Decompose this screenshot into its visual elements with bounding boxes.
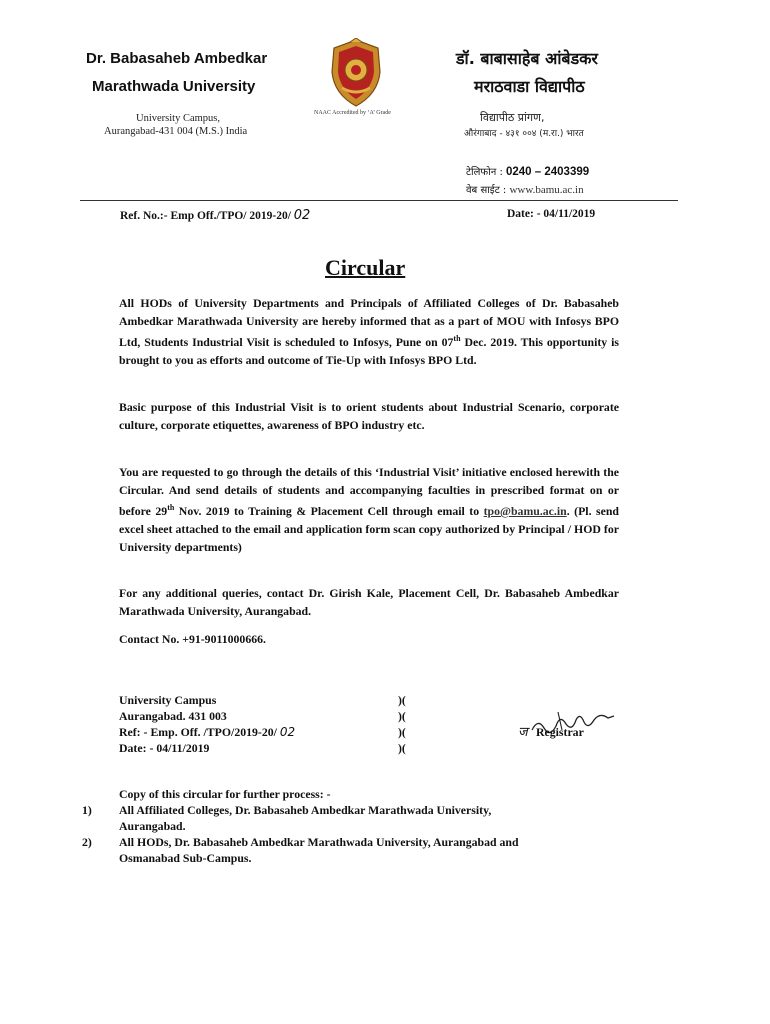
footer-handwritten-ref: 02: [279, 725, 296, 739]
paragraph-1-text-b: Dec. 2019. This opportunity is brought to you as efforts and outcome of Tie-Up with Infosys BPO Ltd.: [119, 334, 619, 367]
copy-item-1-number: 1): [82, 803, 92, 817]
contact-number: Contact No. +91-9011000666.: [119, 632, 266, 646]
footer-line-4: Date: - 04/11/2019: [119, 741, 210, 755]
naac-accreditation: NAAC Accredited by ‘A’ Grade: [314, 110, 391, 116]
separator: )(: [398, 709, 406, 723]
paragraph-1-sup: th: [453, 334, 461, 343]
copy-item-1-line2: Aurangabad.: [119, 819, 186, 833]
copy-item-2-number: 2): [82, 835, 92, 849]
footer-ref-text: Ref: - Emp. Off. /TPO/2019-20/: [119, 725, 277, 739]
copy-item-2-line1: All HODs, Dr. Babasaheb Ambedkar Marathwada University, Aurangabad and: [119, 835, 519, 849]
copy-item-1-line1: All Affiliated Colleges, Dr. Babasaheb Ambedkar Marathwada University,: [119, 803, 492, 817]
phone-number: 0240 – 2403399: [506, 166, 590, 178]
address-hi-line2: औरंगाबाद - ४३१ ००४ (म.रा.) भारत: [464, 129, 584, 139]
website-label: वेब साईट :: [466, 185, 507, 196]
page-title: Circular: [325, 255, 406, 280]
website-row: [466, 182, 584, 196]
reference-text: Ref. No.:- Emp Off./TPO/ 2019-20/: [120, 210, 291, 222]
copy-intro: Copy of this circular for further process: -: [119, 787, 331, 801]
reference-number: [120, 208, 310, 223]
copy-list-numbers: [82, 802, 92, 850]
separator: )(: [398, 725, 406, 739]
copy-item-2-line2: Osmanabad Sub-Campus.: [119, 851, 252, 865]
paragraph-3-text-b: Nov. 2019 to Training & Placement Cell through email to: [174, 503, 484, 518]
paragraph-3-sup: th: [167, 503, 175, 512]
signature-prefix: ज: [518, 725, 528, 740]
footer-address-block: [119, 692, 295, 756]
circular-date: Date: - 04/11/2019: [507, 208, 596, 220]
header-divider: [80, 200, 678, 201]
paragraph-3-text-c: . (Pl. send excel sheet attached to the email and application form scan copy authorized by Principal / HOD for University departments): [119, 503, 619, 554]
address-en-line1: University Campus,: [136, 113, 220, 124]
university-emblem: [328, 38, 384, 108]
university-name-en-line1: Dr. Babasaheb Ambedkar: [86, 50, 268, 67]
email-link[interactable]: tpo@bamu.ac.in: [483, 503, 567, 518]
footer-line-3: [119, 724, 295, 740]
separator: )(: [398, 693, 406, 707]
university-name-en-line2: Marathwada University: [92, 78, 256, 95]
paragraph-4: For any additional queries, contact Dr. Girish Kale, Placement Cell, Dr. Babasaheb Ambedkar Marathwada University, Aurangabad.: [119, 586, 619, 618]
footer-line-1: University Campus: [119, 693, 217, 707]
paragraph-1-text-a: All HODs of University Departments and Principals of Affiliated Colleges of Dr. Babasaheb Ambedkar Marathwada University are hereby informed that as a part of MOU with Infosys BPO Ltd, Students Industrial Visit is scheduled to Infosys, Pune on 07: [119, 296, 619, 349]
footer-separator-column: [398, 692, 406, 756]
address-en-line2: Aurangabad-431 004 (M.S.) India: [104, 126, 248, 137]
paragraph-3-text-a: You are requested to go through the details of this ‘Industrial Visit’ initiative enclosed herewith the Circular. And send details of students and accompanying faculties in prescribed format on or before 29: [119, 465, 619, 518]
phone-label: टेलिफोन :: [466, 167, 503, 178]
university-name-hi-line2: मराठवाडा विद्यापीठ: [474, 77, 585, 96]
handwritten-ref-number: 02: [293, 208, 311, 223]
phone-row: [466, 164, 589, 178]
paragraph-1: [119, 294, 619, 369]
footer-line-2: Aurangabad. 431 003: [119, 709, 227, 723]
paragraph-3: [119, 463, 619, 556]
website-link[interactable]: www.bamu.ac.in: [509, 184, 584, 196]
registrar-label: Registrar: [536, 725, 584, 739]
separator: )(: [398, 741, 406, 755]
university-name-hi-line1: डॉ. बाबासाहेब आंबेडकर: [456, 49, 598, 68]
copy-list: [119, 802, 519, 866]
address-hi-line1: विद्यापीठ प्रांगण,: [480, 111, 545, 124]
paragraph-2: Basic purpose of this Industrial Visit is to orient students about Industrial Scenario, corporate culture, corporate etiquettes, awareness of BPO industry etc.: [119, 400, 619, 432]
